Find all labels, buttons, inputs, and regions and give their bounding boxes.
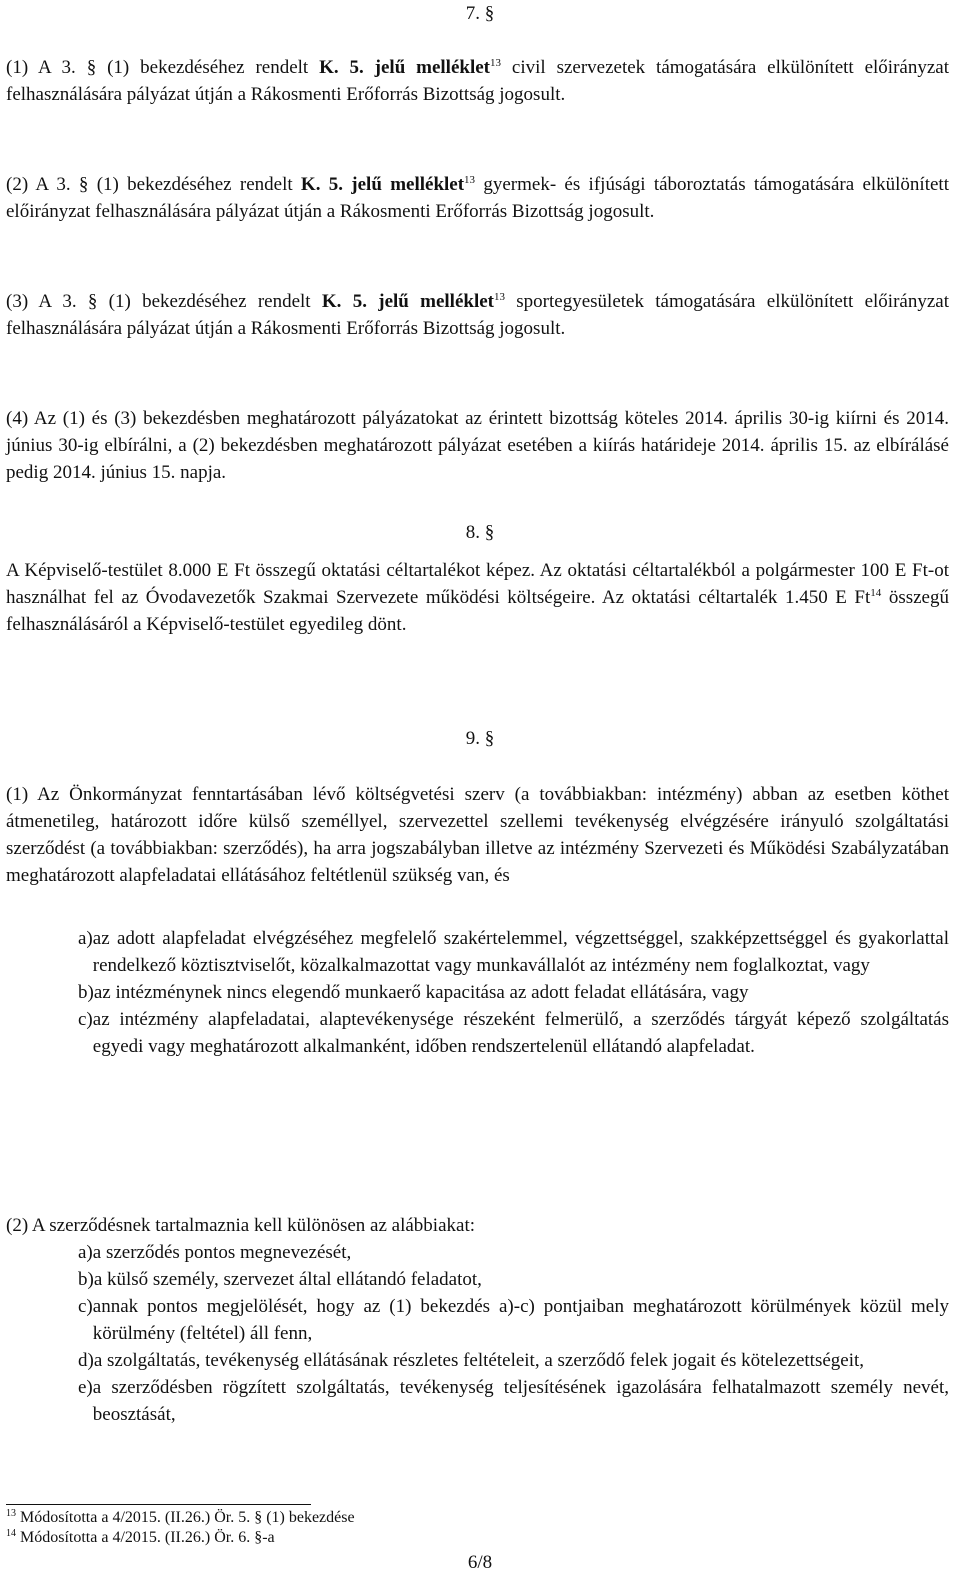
list-item-text: a szolgáltatás, tevékenység ellátásának részletes feltételeit, a szerződő felek jogait és kötelezettségeit, bbox=[93, 1350, 865, 1371]
list-item-label: b) bbox=[78, 1269, 94, 1290]
page-number: 6/8 bbox=[467, 1552, 493, 1573]
text-run: gyermek- és ifjúsági táboroztatás támogatására elkülönített előirányzat felhasználására pályázat útján a Rákosmenti Erőforrás Bizottság jogosult. bbox=[6, 174, 949, 222]
annex-reference: K. 5. jelű melléklet bbox=[321, 291, 494, 312]
text-run: sportegyesületek támogatására elkülönített előirányzat felhasználására pályázat útján a Rákosmenti Erőforrás Bizottság jogosult. bbox=[6, 291, 949, 339]
text-run: (3) A 3. § (1) bekezdéséhez rendelt bbox=[6, 291, 322, 312]
list-item-text: az intézménynek nincs elegendő munkaerő kapacitása az adott feladat ellátására, vagy bbox=[93, 982, 749, 1003]
list-item-label: d) bbox=[78, 1350, 94, 1371]
list-item-text: a külső személy, szervezet által ellátandó feladatot, bbox=[93, 1269, 482, 1290]
section-8-heading: 8. § bbox=[465, 522, 495, 543]
footnote-number: 13 bbox=[6, 1508, 16, 1519]
section-9-list-1 bbox=[6, 925, 949, 1060]
list-item-text: a szerződésben rögzített szolgáltatás, tevékenység teljesítésének igazolására felhatalmazott személy nevét, beosztását, bbox=[92, 1377, 949, 1425]
annex-reference: K. 5. jelű melléklet bbox=[319, 57, 491, 78]
text-run: (2) A 3. § (1) bekezdéséhez rendelt bbox=[6, 174, 301, 195]
list-item-label: c) bbox=[78, 1296, 93, 1317]
list-item-label: c) bbox=[78, 1009, 93, 1030]
footnote-ref[interactable]: 13 bbox=[490, 57, 502, 69]
text-run: A Képviselő-testület 8.000 E Ft összegű oktatási céltartalékot képez. Az oktatási céltartalékból a polgármester 100 E Ft-ot használhat fel az Óvodavezetők Szakmai Szervezete működési költségeire. Az oktatási céltartalék 1.450 E Ft bbox=[6, 560, 949, 608]
footnote-divider bbox=[6, 1504, 311, 1505]
annex-reference: K. 5. jelű melléklet bbox=[300, 174, 465, 195]
list-item bbox=[6, 1266, 949, 1293]
text-run: civil szervezetek támogatására elkülönített előirányzat felhasználására pályázat útján a Rákosmenti Erőforrás Bizottság jogosult. bbox=[6, 57, 949, 105]
footnote-text: Módosította a 4/2015. (II.26.) Ör. 6. §-a bbox=[16, 1529, 275, 1546]
section-7-paragraph-3 bbox=[6, 288, 949, 342]
list-item-text: az adott alapfeladat elvégzéséhez megfelelő szakértelemmel, végzettséggel, szakképzettséggel és gyakorlattal rendelkező köztisztviselőt, közalkalmazottat vagy munkavállalót az intézmény nem foglalkoztat, vagy bbox=[92, 928, 949, 976]
section-9-paragraph-1: (1) Az Önkormányzat fenntartásában lévő költségvetési szerv (a továbbiakban: intézmény) abban az esetben köthet átmenetileg, határozott időre külső személlyel, szervezettel szellemi tevékenység elvégzésére irányuló szolgáltatási szerződést (a továbbiakban: szerződés), ha arra jogszabályban illetve az intézmény Szervezeti és Működési Szabályzatában meghatározott alapfeladatai ellátásához feltétlenül szükség van, és bbox=[6, 784, 949, 886]
section-7-paragraph-4: (4) Az (1) és (3) bekezdésben meghatározott pályázatokat az érintett bizottság köteles 2014. április 30-ig kiírni és 2014. június 30-ig elbírálni, a (2) bekezdésben meghatározott pályázat esetében a kiírás határideje 2014. április 15. az elbírálásé pedig 2014. június 15. napja. bbox=[6, 408, 949, 483]
section-7-heading: 7. § bbox=[465, 3, 495, 24]
footnote-ref[interactable]: 13 bbox=[494, 291, 505, 303]
section-7-paragraph-2 bbox=[6, 171, 949, 225]
footnote-ref[interactable]: 14 bbox=[870, 587, 882, 599]
footnote-number: 14 bbox=[6, 1528, 16, 1539]
list-item-text: annak pontos megjelölését, hogy az (1) bekezdés a)-c) pontjaiban meghatározott körülmények közül mely körülmény (feltétel) áll fenn, bbox=[92, 1296, 949, 1344]
footnote-ref[interactable]: 13 bbox=[464, 174, 476, 186]
list-item bbox=[6, 1347, 949, 1374]
list-item bbox=[6, 1239, 949, 1266]
text-run: összegű felhasználásáról a Képviselő-testület egyedileg dönt. bbox=[6, 587, 949, 635]
list-item-label: a) bbox=[78, 928, 93, 949]
section-8-paragraph-1 bbox=[6, 557, 949, 638]
footnote-14 bbox=[6, 1528, 275, 1548]
section-9-list-2 bbox=[6, 1239, 949, 1428]
section-9-paragraph-2: (2) A szerződésnek tartalmaznia kell különösen az alábbiakat: bbox=[6, 1215, 476, 1236]
list-item bbox=[6, 1006, 949, 1060]
list-item bbox=[6, 1374, 949, 1428]
list-item-label: b) bbox=[78, 982, 94, 1003]
footnote-text: Módosította a 4/2015. (II.26.) Ör. 5. § (1) bekezdése bbox=[16, 1509, 355, 1526]
list-item bbox=[6, 979, 949, 1006]
list-item bbox=[6, 925, 949, 979]
list-item-text: a szerződés pontos megnevezését, bbox=[92, 1242, 352, 1263]
list-item-label: e) bbox=[78, 1377, 93, 1398]
list-item-label: a) bbox=[78, 1242, 93, 1263]
list-item-text: az intézmény alapfeladatai, alaptevékenysége részeként felmerülő, a szerződés tárgyát képező szolgáltatás egyedi vagy meghatározott alkalmanként, időben rendszertelenül ellátandó alapfeladat. bbox=[92, 1009, 949, 1057]
footnote-13 bbox=[6, 1508, 355, 1528]
list-item bbox=[6, 1293, 949, 1347]
text-run: (1) A 3. § (1) bekezdéséhez rendelt bbox=[6, 57, 320, 78]
section-7-paragraph-1 bbox=[6, 54, 949, 108]
section-9-heading: 9. § bbox=[465, 728, 495, 749]
